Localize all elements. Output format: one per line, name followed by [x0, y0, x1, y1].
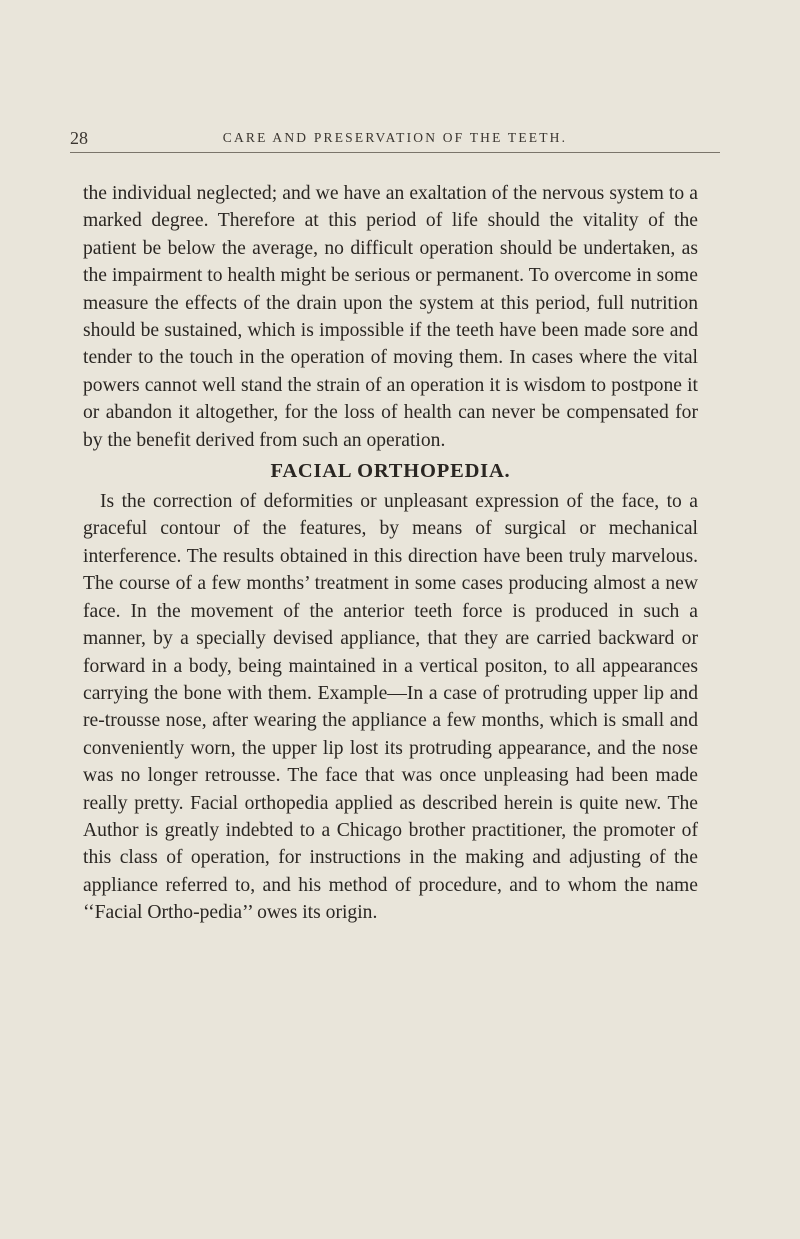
running-head — [70, 128, 720, 153]
paragraph-facial-orthopedia: Is the correction of deformities or unpleasant expression of the face, to a graceful contour of the features, by means of surgical or mechanical interference. The results obtained in this direction have been truly marvelous. The course of a few months’ treatment in some cases producing almost a new face. In the movement of the anterior teeth force is produced in such a manner, by a specially devised appliance, that they are carried backward or forward in a body, being maintained in a vertical positon, to all appearances carrying the bone with them. Example—In a case of protruding upper lip and re-trousse nose, after wearing the appliance a few months, which is small and conveniently worn, the upper lip lost its protruding appearance, and the nose was no longer retrousse. The face that was once unpleasing had been made really pretty. Facial orthopedia applied as described herein is quite new. The Author is greatly indebted to a Chicago brother practitioner, the promoter of this class of operation, for instructions in the making and adjusting of the appliance referred to, and his method of procedure, and to whom the name ‘‘Facial Ortho-pedia’’ owes its origin. — [83, 491, 698, 924]
body-text — [83, 180, 698, 927]
paragraph-continuation: the individual neglected; and we have an exaltation of the nervous system to a marked degree. Therefore at this period of life should the vitality of the patient be below the average, no difficult operation should be undertaken, as the impairment to health might be serious or permanent. To overcome in some measure the effects of the drain upon the system at this period, full nutrition should be sustained, which is impossible if the teeth have been made sore and tender to the touch in the operation of moving them. In cases where the vital powers cannot well stand the strain of an operation it is wisdom to postpone it or abandon it altogether, for the loss of health can never be compensated for by the benefit derived from such an operation. — [83, 183, 698, 451]
page-number: 28 — [70, 128, 88, 148]
running-title: CARE AND PRESERVATION OF THE TEETH. — [222, 130, 568, 145]
section-heading: FACIAL ORTHOPEDIA. — [270, 460, 511, 483]
